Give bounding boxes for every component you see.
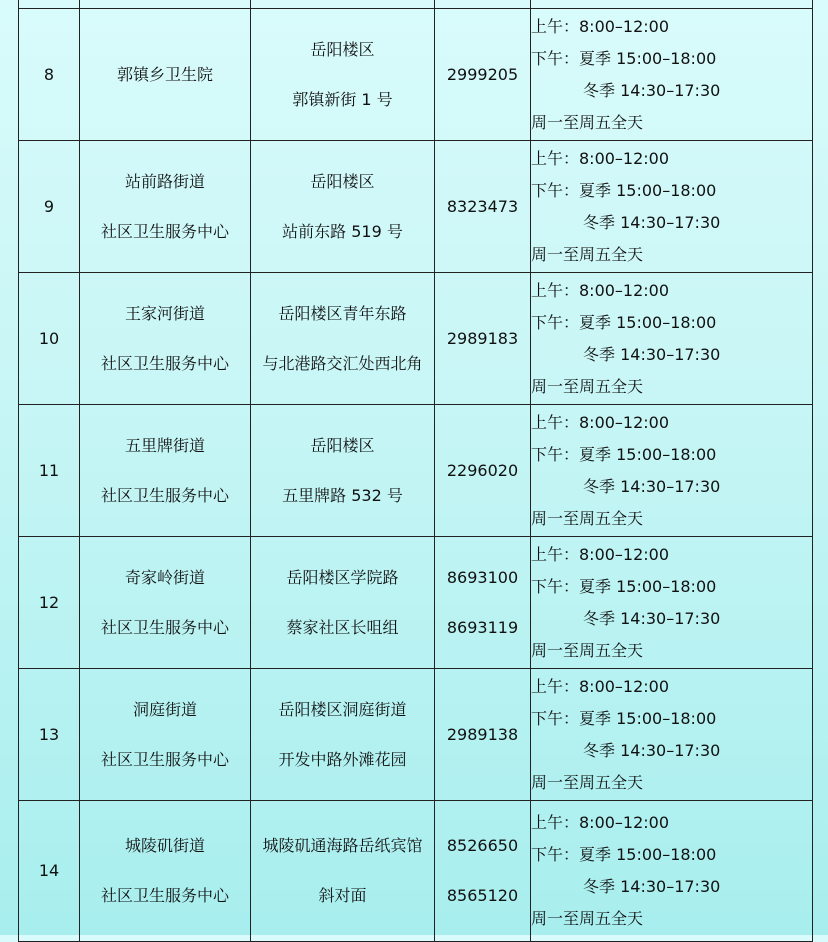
table-row xyxy=(19,9,813,141)
table-row xyxy=(19,405,813,537)
phone-number: 2989138 xyxy=(446,724,519,744)
hours-winter: 冬季 14:30–17:30 xyxy=(583,740,721,760)
opening-hours xyxy=(531,537,813,669)
hours-summer: 下午：夏季 15:00–18:00 xyxy=(531,845,717,864)
hours-am: 上午：8:00–12:00 xyxy=(531,280,670,300)
facility-address xyxy=(251,141,435,273)
opening-hours xyxy=(531,273,813,405)
facility-phone xyxy=(435,405,531,537)
address-line: 岳阳楼区 xyxy=(310,171,375,191)
opening-hours xyxy=(531,801,813,942)
row-number: 11 xyxy=(19,405,80,537)
address-line: 城陵矶通海路岳纸宾馆 xyxy=(262,836,423,855)
facility-name-line: 站前路街道 xyxy=(124,171,205,191)
hours-summer: 下午：夏季 15:00–18:00 xyxy=(531,708,717,728)
facility-name-line: 社区卫生服务中心 xyxy=(100,485,229,505)
hours-summer: 下午：夏季 15:00–18:00 xyxy=(531,48,717,68)
address-line: 岳阳楼区 xyxy=(310,39,375,59)
facility-address xyxy=(251,273,435,405)
table-body xyxy=(19,0,813,942)
hours-winter: 冬季 14:30–17:30 xyxy=(583,212,721,232)
facility-name-line: 王家河街道 xyxy=(124,303,205,323)
partial-row-top xyxy=(19,0,813,9)
facility-name xyxy=(80,669,251,801)
facility-name xyxy=(80,141,251,273)
facility-name-line: 奇家岭街道 xyxy=(124,567,205,587)
hours-days: 周一至周五全天 xyxy=(531,909,644,928)
hours-winter: 冬季 14:30–17:30 xyxy=(583,344,721,364)
facility-address xyxy=(251,801,435,942)
hours-am: 上午：8:00–12:00 xyxy=(531,676,670,696)
phone-number: 2999205 xyxy=(446,64,519,84)
hours-am: 上午：8:00–12:00 xyxy=(531,544,670,564)
row-number: 10 xyxy=(19,273,80,405)
address-line: 岳阳楼区青年东路 xyxy=(278,303,407,323)
facility-phone xyxy=(435,9,531,141)
facility-name-line: 郭镇乡卫生院 xyxy=(116,64,213,84)
row-number: 13 xyxy=(19,669,80,801)
phone-number: 8693100 xyxy=(446,567,519,587)
facility-phone xyxy=(435,801,531,942)
clinic-schedule-table xyxy=(18,0,813,942)
hours-winter: 冬季 14:30–17:30 xyxy=(583,608,721,628)
opening-hours xyxy=(531,405,813,537)
hours-summer: 下午：夏季 15:00–18:00 xyxy=(531,180,717,200)
address-line: 开发中路外滩花园 xyxy=(278,749,407,769)
address-line: 岳阳楼区学院路 xyxy=(286,567,399,587)
facility-name xyxy=(80,405,251,537)
address-line: 郭镇新街 1 号 xyxy=(292,89,393,109)
facility-name-line: 社区卫生服务中心 xyxy=(100,353,229,373)
hours-am: 上午：8:00–12:00 xyxy=(531,148,670,168)
facility-name-line: 社区卫生服务中心 xyxy=(100,886,229,905)
facility-name-line: 社区卫生服务中心 xyxy=(100,749,229,769)
table-row xyxy=(19,669,813,801)
facility-phone xyxy=(435,273,531,405)
address-line: 岳阳楼区洞庭街道 xyxy=(278,699,407,719)
address-line: 站前东路 519 号 xyxy=(282,221,403,241)
table-row xyxy=(19,537,813,669)
facility-address xyxy=(251,669,435,801)
row-number: 8 xyxy=(19,9,80,141)
hours-summer: 下午：夏季 15:00–18:00 xyxy=(531,576,717,596)
hours-days: 周一至周五全天 xyxy=(531,508,644,528)
table-row xyxy=(19,801,813,942)
hours-winter: 冬季 14:30–17:30 xyxy=(583,80,721,100)
hours-am: 上午：8:00–12:00 xyxy=(531,412,670,432)
hours-am: 上午：8:00–12:00 xyxy=(531,813,670,832)
hours-days: 周一至周五全天 xyxy=(531,640,644,660)
address-line: 与北港路交汇处西北角 xyxy=(262,353,423,373)
opening-hours xyxy=(531,9,813,141)
facility-name-line: 社区卫生服务中心 xyxy=(100,221,229,241)
opening-hours xyxy=(531,141,813,273)
facility-address xyxy=(251,537,435,669)
table-row xyxy=(19,273,813,405)
facility-name xyxy=(80,273,251,405)
facility-address xyxy=(251,9,435,141)
hours-winter: 冬季 14:30–17:30 xyxy=(583,476,721,496)
address-line: 五里牌路 532 号 xyxy=(282,485,403,505)
row-number: 12 xyxy=(19,537,80,669)
facility-phone xyxy=(435,141,531,273)
address-line: 岳阳楼区 xyxy=(310,435,375,455)
table-row xyxy=(19,141,813,273)
phone-number: 8526650 xyxy=(446,836,519,855)
phone-number: 8565120 xyxy=(446,886,519,905)
opening-hours xyxy=(531,669,813,801)
phone-number: 8693119 xyxy=(446,617,519,637)
phone-number: 2296020 xyxy=(446,460,519,480)
hours-summer: 下午：夏季 15:00–18:00 xyxy=(531,312,717,332)
hours-days: 周一至周五全天 xyxy=(531,376,644,396)
hours-days: 周一至周五全天 xyxy=(531,772,644,792)
facility-name-line: 五里牌街道 xyxy=(124,435,205,455)
address-line: 斜对面 xyxy=(318,886,367,905)
hours-winter: 冬季 14:30–17:30 xyxy=(583,877,721,896)
facility-name xyxy=(80,537,251,669)
address-line: 蔡家社区长咀组 xyxy=(286,617,399,637)
hours-days: 周一至周五全天 xyxy=(531,112,644,132)
facility-address xyxy=(251,405,435,537)
row-number: 14 xyxy=(19,801,80,942)
phone-number: 2989183 xyxy=(446,328,519,348)
hours-days: 周一至周五全天 xyxy=(531,244,644,264)
facility-name-line: 城陵矶街道 xyxy=(124,836,205,855)
facility-name-line: 洞庭街道 xyxy=(132,699,197,719)
facility-name xyxy=(80,9,251,141)
phone-number: 8323473 xyxy=(446,196,519,216)
facility-name-line: 社区卫生服务中心 xyxy=(100,617,229,637)
hours-summer: 下午：夏季 15:00–18:00 xyxy=(531,444,717,464)
facility-phone xyxy=(435,669,531,801)
facility-phone xyxy=(435,537,531,669)
row-number: 9 xyxy=(19,141,80,273)
hours-am: 上午：8:00–12:00 xyxy=(531,16,670,36)
facility-name xyxy=(80,801,251,942)
